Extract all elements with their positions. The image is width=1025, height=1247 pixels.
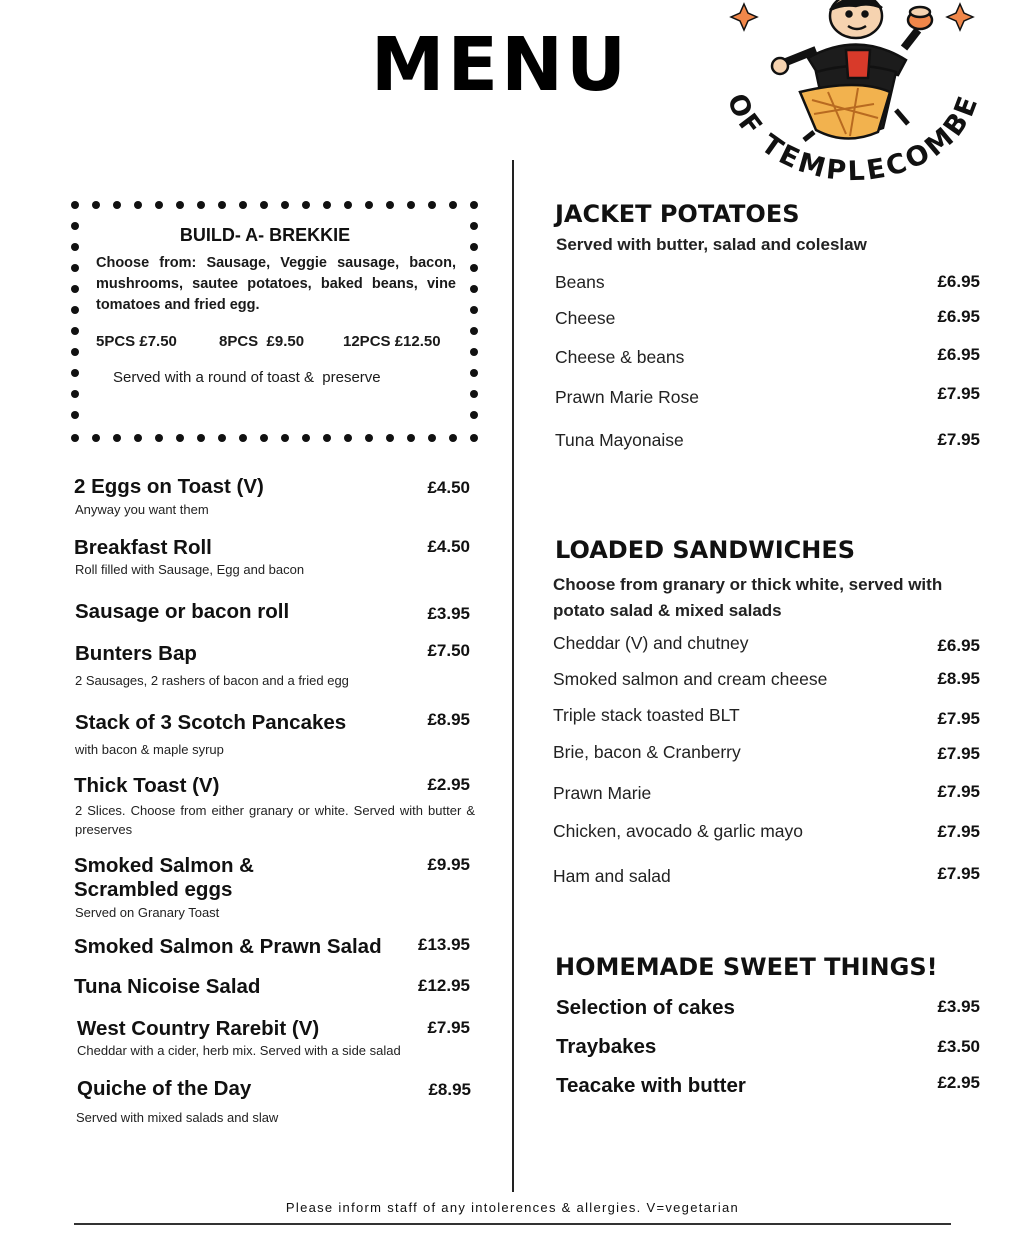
item-description: Roll filled with Sausage, Egg and bacon bbox=[75, 562, 305, 577]
jacket-item-price: £7.95 bbox=[937, 384, 980, 403]
item-name: 2 Eggs on Toast (V) bbox=[74, 475, 264, 498]
brekkie-price-12pcs: 12PCS £12.50 bbox=[343, 333, 441, 350]
sweet-item-name: Selection of cakes bbox=[556, 996, 735, 1019]
jacket-item-name: Cheese & beans bbox=[555, 347, 685, 367]
jacket-item-name: Cheese bbox=[555, 308, 616, 328]
allergy-footer-note: Please inform staff of any intolerences & allergies. V=vegetarian bbox=[285, 1200, 740, 1215]
sandwich-item-price: £8.95 bbox=[937, 669, 980, 688]
sweet-item-price: £3.95 bbox=[937, 997, 980, 1016]
jacket-item-name: Prawn Marie Rose bbox=[555, 387, 699, 407]
item-name: Smoked Salmon & Scrambled eggs bbox=[74, 854, 254, 901]
item-price: £8.95 bbox=[428, 1080, 471, 1099]
sweet-item-price: £2.95 bbox=[937, 1073, 980, 1092]
jacket-item-name: Beans bbox=[555, 272, 605, 292]
item-price: £9.95 bbox=[427, 855, 470, 874]
item-price: £3.95 bbox=[427, 604, 470, 623]
item-name: Quiche of the Day bbox=[77, 1077, 252, 1100]
item-description: 2 Sausages, 2 rashers of bacon and a fried egg bbox=[75, 673, 349, 688]
column-divider bbox=[512, 160, 514, 1192]
item-price: £4.50 bbox=[427, 478, 470, 497]
sandwich-item-price: £7.95 bbox=[937, 864, 980, 883]
item-name: Tuna Nicoise Salad bbox=[74, 975, 261, 998]
loaded-sandwiches-subtitle-2: potato salad & mixed salads bbox=[553, 601, 782, 620]
sandwich-item-name: Triple stack toasted BLT bbox=[553, 705, 740, 725]
item-price: £12.95 bbox=[418, 976, 470, 995]
item-price: £13.95 bbox=[418, 935, 470, 954]
item-name: Thick Toast (V) bbox=[74, 774, 220, 797]
build-a-brekkie-box bbox=[68, 198, 480, 444]
item-name: Bunters Bap bbox=[75, 642, 197, 665]
jacket-item-price: £6.95 bbox=[937, 307, 980, 326]
sweet-item-name: Teacake with butter bbox=[556, 1074, 746, 1097]
sandwich-item-price: £7.95 bbox=[937, 782, 980, 801]
item-description: Served with mixed salads and slaw bbox=[76, 1110, 279, 1125]
brekkie-price-8pcs: 8PCS £9.50 bbox=[219, 333, 305, 350]
mascot-icon bbox=[772, 0, 932, 140]
sweet-item-name: Traybakes bbox=[556, 1035, 657, 1058]
item-description: Cheddar with a cider, herb mix. Served with a side salad bbox=[77, 1043, 401, 1058]
brekkie-description: Choose from: Sausage, Veggie sausage, bacon, mushrooms, sautee potatoes, baked beans, vine tomatoes and fried egg. bbox=[96, 255, 456, 313]
brekkie-title: BUILD- A- BREKKIE bbox=[179, 225, 351, 245]
item-name: Smoked Salmon & Prawn Salad bbox=[74, 935, 382, 958]
item-description: 2 Slices. Choose from either granary or white. Served with butter & preserves bbox=[75, 803, 475, 837]
item-price: £2.95 bbox=[427, 775, 470, 794]
sandwich-item-price: £7.95 bbox=[937, 744, 980, 763]
brekkie-served-with: Served with a round of toast & preserve bbox=[113, 369, 381, 386]
sandwich-item-name: Chicken, avocado & garlic mayo bbox=[553, 821, 803, 841]
jacket-item-price: £6.95 bbox=[937, 345, 980, 364]
jacket-potatoes-title: JACKET POTATOES bbox=[555, 200, 800, 228]
item-name: West Country Rarebit (V) bbox=[77, 1017, 320, 1040]
jacket-item-name: Tuna Mayonaise bbox=[555, 430, 684, 450]
jacket-item-price: £7.95 bbox=[937, 430, 980, 449]
loaded-sandwiches-subtitle: Choose from granary or thick white, served with bbox=[553, 575, 943, 594]
footer-rule bbox=[74, 1223, 951, 1225]
sandwich-item-name: Cheddar (V) and chutney bbox=[553, 633, 749, 653]
sandwich-item-name: Smoked salmon and cream cheese bbox=[553, 669, 828, 689]
menu-title: MENU bbox=[370, 22, 630, 108]
sandwich-item-name: Prawn Marie bbox=[553, 783, 652, 803]
item-name: Breakfast Roll bbox=[74, 536, 212, 559]
sandwich-item-name: Ham and salad bbox=[553, 866, 671, 886]
item-price: £7.50 bbox=[427, 641, 470, 660]
item-name: Stack of 3 Scotch Pancakes bbox=[75, 711, 347, 734]
item-price: £4.50 bbox=[427, 537, 470, 556]
item-price: £7.95 bbox=[427, 1018, 470, 1037]
jacket-potatoes-subtitle: Served with butter, salad and coleslaw bbox=[556, 235, 867, 254]
sandwich-item-price: £6.95 bbox=[937, 636, 980, 655]
loaded-sandwiches-title: LOADED SANDWICHES bbox=[555, 536, 856, 564]
item-price: £8.95 bbox=[427, 710, 470, 729]
item-description: Served on Granary Toast bbox=[75, 905, 220, 920]
brekkie-price-5pcs: 5PCS £7.50 bbox=[96, 333, 177, 350]
item-name: Sausage or bacon roll bbox=[75, 600, 290, 623]
logo-arc-text: OF TEMPLECOMBE bbox=[720, 89, 986, 188]
templecombe-logo bbox=[718, 0, 988, 190]
sandwich-item-price: £7.95 bbox=[937, 822, 980, 841]
sandwich-item-price: £7.95 bbox=[937, 709, 980, 728]
item-description: with bacon & maple syrup bbox=[75, 742, 224, 757]
jacket-item-price: £6.95 bbox=[937, 272, 980, 291]
sweet-item-price: £3.50 bbox=[937, 1037, 980, 1056]
sweet-things-title: HOMEMADE SWEET THINGS! bbox=[555, 953, 938, 981]
item-description: Anyway you want them bbox=[75, 502, 209, 517]
sandwich-item-name: Brie, bacon & Cranberry bbox=[553, 742, 741, 762]
